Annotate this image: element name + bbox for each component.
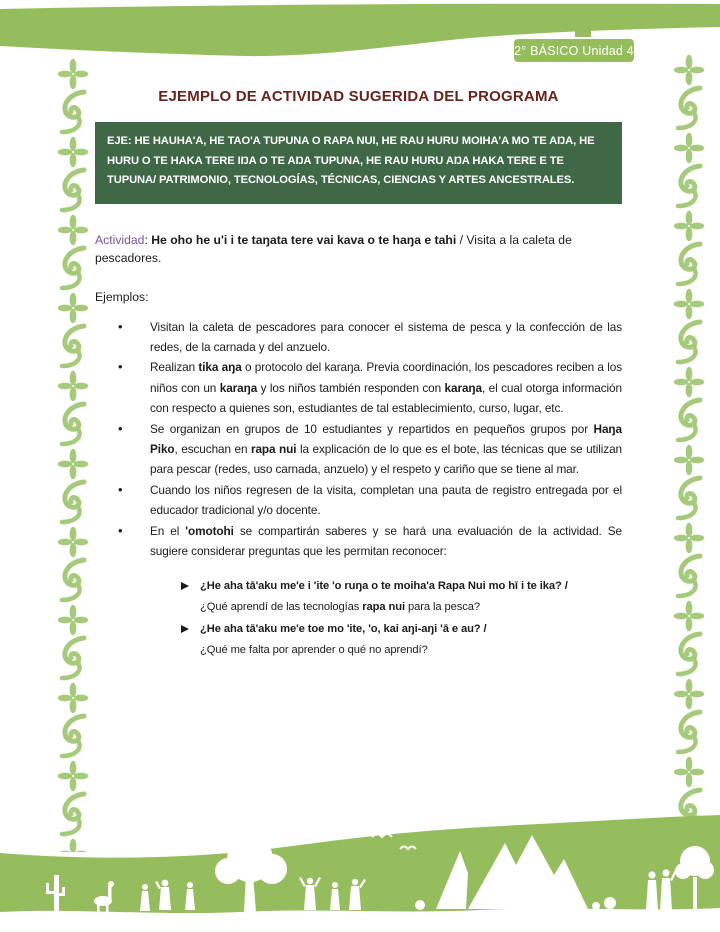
examples-list xyxy=(95,317,622,562)
text-run: karaŋa xyxy=(219,380,258,395)
question-item xyxy=(181,619,622,661)
text-run: , el cual otorga información con respecto a quienes son, estudiantes de tal establecimiento, curso, lugar, etc. xyxy=(150,380,622,416)
right-tribal-border xyxy=(672,54,706,820)
example-text xyxy=(150,524,622,558)
text-run: Actividad xyxy=(95,232,145,247)
arrow-bullet-icon xyxy=(181,625,193,633)
eje-text: EJE: HE HAUHA'A, HE TAO'A TUPUNA O RAPA NUI, HE RAU HURU MOIHA'A MO TE AŊA, HE HURU O TE HAKA TERE IŊA O TE AŊA TUPUNA, HE RAU HURU AŊA HAKA TERE E TE TUPUNA/ PATRIMONIO, TECNOLOGÍAS, TÉCNICAS, CIENCIAS Y ARTES ANCESTRALES. xyxy=(107,135,595,186)
text-run: karaŋa xyxy=(444,380,482,395)
page-title: EJEMPLO DE ACTIVIDAD SUGERIDA DEL PROGRAMA xyxy=(158,88,559,105)
example-list-item xyxy=(95,419,622,480)
example-list-item xyxy=(95,317,622,358)
question-spanish-line xyxy=(200,597,568,618)
arrow-bullet-icon xyxy=(181,582,193,590)
example-list-item xyxy=(95,357,622,418)
question-text xyxy=(200,576,568,618)
eje-box xyxy=(95,122,622,204)
text-run: , escuchan en xyxy=(174,441,251,456)
text-run: rapa nui xyxy=(250,441,297,456)
text-run: : xyxy=(144,232,152,247)
text-run: ¿He aha tā'aku me'e i 'ite 'o ruŋa o te moiha'a Rapa Nui mo hī i te ika? / xyxy=(200,580,568,593)
text-run: ¿Qué aprendí de las tecnologías xyxy=(200,601,363,614)
unit-badge-label: 2° BÁSICO Unidad 4 xyxy=(514,43,634,58)
example-text xyxy=(150,483,622,517)
example-list-item xyxy=(95,521,622,562)
example-list-item xyxy=(95,480,622,521)
text-run: ¿Qué me falta por aprender o qué no aprendí? xyxy=(200,644,428,657)
examples-label: Ejemplos: xyxy=(95,289,149,304)
text-run: Haŋa Piko xyxy=(150,421,622,456)
text-run: En el xyxy=(150,523,186,538)
text-run: para la pesca? xyxy=(404,601,480,614)
questions-list xyxy=(95,576,622,661)
text-run: Realizan xyxy=(150,360,199,375)
text-run: 'omotohi xyxy=(185,523,234,538)
question-text xyxy=(200,619,487,661)
question-rapanui-line xyxy=(200,576,568,597)
text-run: rapa nui xyxy=(362,601,405,614)
question-rapanui-line xyxy=(200,619,487,640)
question-item xyxy=(181,576,622,618)
left-tribal-border xyxy=(56,58,90,852)
unit-badge xyxy=(512,37,636,64)
text-run: He oho he u'i i te taŋata tere vai kava o te haŋa e tahi xyxy=(151,232,457,247)
example-text xyxy=(150,360,622,415)
text-run: la explicación de lo que es el bote, las técnicas que se utilizan para pescar (redes, uso carnada, anzuelo) y el respeto y cariño que se tiene al mar. xyxy=(150,441,622,477)
example-text xyxy=(150,320,622,354)
question-spanish-line xyxy=(200,640,487,661)
text-run: Se organizan en grupos de 10 estudiantes y repartidos en pequeños grupos por xyxy=(150,421,594,436)
activity-line xyxy=(95,231,622,267)
text-run: y los niños también responden con xyxy=(257,380,445,395)
text-run: / Visita a la caleta de pescadores. xyxy=(95,232,572,265)
text-run: o protocolo del karaŋa. Previa coordinación, los pescadores reciben a los niños con un xyxy=(150,360,622,395)
content-area xyxy=(95,78,622,662)
landscape-footer xyxy=(0,815,720,932)
text-run: tika aŋa xyxy=(198,360,242,375)
text-run: Cuando los niños regresen de la visita, completan una pauta de registro entregada por el educador tradicional y/o docente. xyxy=(150,482,622,518)
text-run: Visitan la caleta de pescadores para conocer el sistema de pesca y la confección de las redes, de la carnada y del anzuelo. xyxy=(150,319,622,354)
text-run: ¿He aha tā'aku me'e toe mo 'ite, 'o, kai aŋi-aŋi 'ā e au? / xyxy=(200,623,487,636)
example-text xyxy=(150,422,622,477)
text-run: se compartirán saberes y se hará una evaluación de la actividad. Se sugiere considerar preguntas que les permitan reconocer: xyxy=(150,523,622,558)
